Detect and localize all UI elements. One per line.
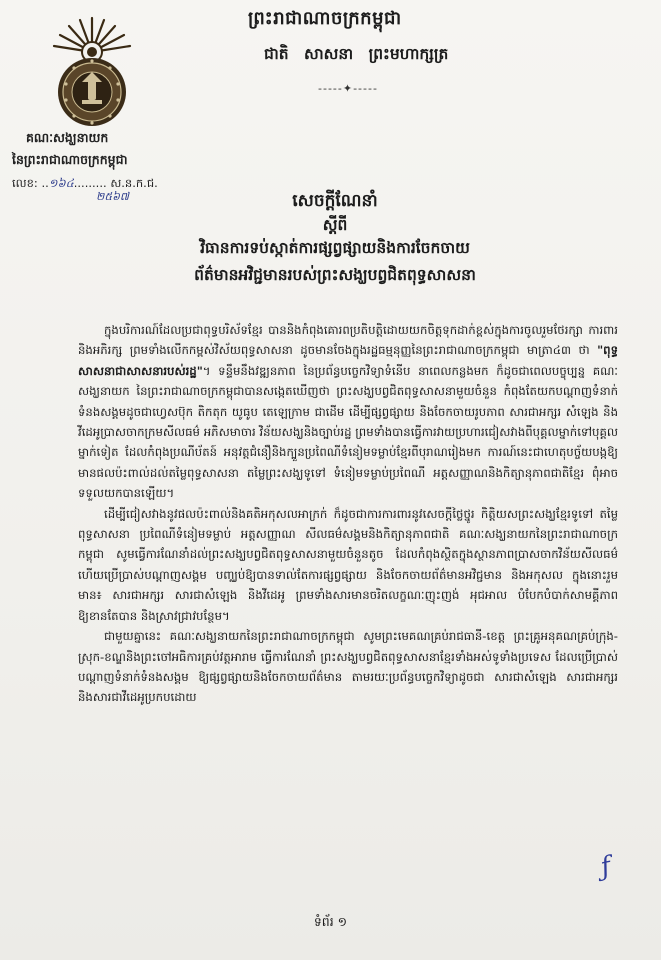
ref-prefix: លេខ: bbox=[12, 176, 38, 190]
national-motto: ជាតិ សាសនា ព្រះមហាក្សត្រ bbox=[264, 45, 449, 63]
kingdom-heading: ព្រះរាជាណាចក្រកម្ពុជា bbox=[248, 8, 402, 29]
ornament-divider: -----✦----- bbox=[318, 82, 378, 95]
paragraph-3: ជាមួយគ្នានេះ គណៈសង្ឃនាយកនៃព្រះរាជាណាចក្រកម្ពុជា សូមព្រះមេគណគ្រប់រាជធានី-ខេត្ត ព្រះគ្រូអនុគណគ្រប់ក្រុង-ស្រុក-ខណ្ឌនិងព្រះចៅអធិការគ្រប់វត្តអារាម ធ្វើការណែនាំ ព្រះសង្ឃបព្វជិតពុទ្ធសាសនាខ្មែរទាំងអស់ទូទាំងប្រទេស ដែលប្រើប្រាស់បណ្តាញទំនាក់ទំនងសង្គម ឱ្យផ្សព្វផ្សាយនិងចែកចាយព័ត៌មាន តាមរយៈប្រព័ន្ធបច្ចេកវិទ្យាដូចជា សារជាសំឡេង សារជាអក្សរនិងសារជាវីដេអូប្រកបដោយ bbox=[78, 629, 618, 705]
ref-number-handwritten: ១៦៤ bbox=[48, 176, 74, 190]
document-body bbox=[78, 320, 618, 708]
title-subject-line2: ព័ត៌មានអវិជ្ជមានរបស់ព្រះសង្ឃបព្វជិតពុទ្ធសាសនា bbox=[194, 266, 476, 284]
handwritten-initial: ƒ bbox=[597, 851, 614, 883]
title-subject-line1: វិធានការទប់ស្កាត់ការផ្សព្វផ្សាយនិងការចែកចាយ bbox=[200, 239, 470, 257]
page-number: ទំព័រ ១ bbox=[313, 914, 348, 929]
reference-number: លេខ: ..១៦៤......... ស.ន.ក.ជ. ២៥៦៧ bbox=[12, 176, 158, 193]
paragraph-2: ដើម្បីជៀសវាងនូវផលប៉ះពាល់និងគតិអកុសលអាក្រក់ ក៏ដូចជាការការពារនូវសេចក្តីថ្លៃថ្នូរ កិត្តិយសព្រះសង្ឃខ្មែរទូទៅ តម្លៃពុទ្ធសាសនា ប្រពៃណីទំនៀមទម្លាប់ អត្តសញ្ញាណ សីលធម៌សង្គមនិងកិត្យានុភាពជាតិ គណៈសង្ឃនាយកនៃព្រះរាជាណាចក្រកម្ពុជា សូមធ្វើការណែនាំដល់ព្រះសង្ឃបព្វជិតពុទ្ធសាសនាមួយចំនួនតូច ដែលកំពុងស្ថិតក្នុងស្ថានភាពប្រាសចាកវិន័យសីលធម៌ ហើយប្រើប្រាស់បណ្តាញសង្គម បញ្ឈប់ឱ្យបានទាល់តែការផ្សព្វផ្សាយ និងចែកចាយព័ត៌មានអវិជ្ជមាន និងអកុសល ក្នុងនោះរួមមាន៖ សារជាអក្សរ សារជាសំឡេង និងវីដេអូ ព្រមទាំងសារមានចរិតលក្ខណៈញុះញង់ អុជអាល បំបែកបំបាក់សាមគ្គីភាព ឱ្យខានតែបាន និងស្រាវជ្រាវបន្ថែម។ bbox=[78, 506, 618, 623]
title-about: ស្តីពី bbox=[322, 216, 348, 234]
ref-suffix: ស.ន.ក.ជ. bbox=[110, 176, 158, 190]
issuer-country: នៃព្រះរាជាណាចក្រកម្ពុជា bbox=[12, 152, 128, 167]
paragraph-1: ក្នុងបរិការណ៍ដែលប្រជាពុទ្ធបរិស័ទខ្មែរ បាននិងកំពុងគោរពប្រតិបត្តិដោយយកចិត្តទុកដាក់ខ្ពស់ក្នុងការចូលរួមថែរក្សា ការពារ និងអភិរក្ស ព្រមទាំងលើកកម្ពស់វិស័យពុទ្ធសាសនា ដូចមានចែងក្នុងរដ្ឋធម្មនុញ្ញនៃព្រះរាជាណាចក្រកម្ពុជា មាត្រា៤៣ ថា "ពុទ្ធសាសនាជាសាសនារបស់រដ្ឋ"។ ទន្ទឹមនឹងវឌ្ឍនភាព នៃប្រព័ន្ធបច្ចេកវិទ្យាទំនើប នាពេលកន្លងមក ក៏ដូចជាពេលបច្ចុប្បន្ន គណៈសង្ឃនាយក នៃព្រះរាជាណាចក្រកម្ពុជាបានសង្កេតឃើញថា ព្រះសង្ឃបព្វជិតពុទ្ធសាសនាមួយចំនួន កំពុងតែយកបណ្តាញទំនាក់ទំនងសង្គមដូចជាហ្វេសប៊ុក តិកតុក យូធូប តេឡេក្រាម ជាដើម ដើម្បីផ្សព្វផ្សាយ និងចែកចាយរូបភាព សារជាអក្សរ សំឡេង និងវីដេអូប្រាសចាកក្រមសីលធម៌ អភិសមាចារ វិន័យសង្ឃនិងច្បាប់រដ្ឋ ព្រមទាំងបានធ្វើការវាយប្រហារជៀសវាងពីបុគ្គលម្នាក់ទៅបុគ្គលម្នាក់ទៀត ដែលកំពុងប្រណីប័តន៍ អនុវត្តជំនឿនិងក្បួនប្រពៃណីទំនៀមទម្លាប់ខ្មែរពីបុរាណរៀងមក ការណ៍នេះជាហេតុបច្ច័យបង្កឱ្យមានផលប៉ះពាល់ដល់តម្លៃពុទ្ធសាសនា តម្លៃព្រះសង្ឃទូទៅ ទំនៀមទម្លាប់ប្រពៃណី អត្តសញ្ញាណនិងកិត្យានុភាពជាតិខ្មែរ ពុំអាចទទួលយកបានឡើយ។ bbox=[78, 323, 618, 501]
document-title: សេចក្តីណែនាំ bbox=[292, 191, 378, 211]
issuer-name: គណៈសង្ឃនាយក bbox=[26, 130, 109, 145]
constitution-quote: "ពុទ្ធសាសនាជាសាសនារបស់រដ្ឋ" bbox=[78, 343, 618, 378]
ref-year-handwritten: ២៥៦៧ bbox=[96, 190, 129, 203]
buddhist-institute-emblem-icon bbox=[44, 16, 140, 130]
